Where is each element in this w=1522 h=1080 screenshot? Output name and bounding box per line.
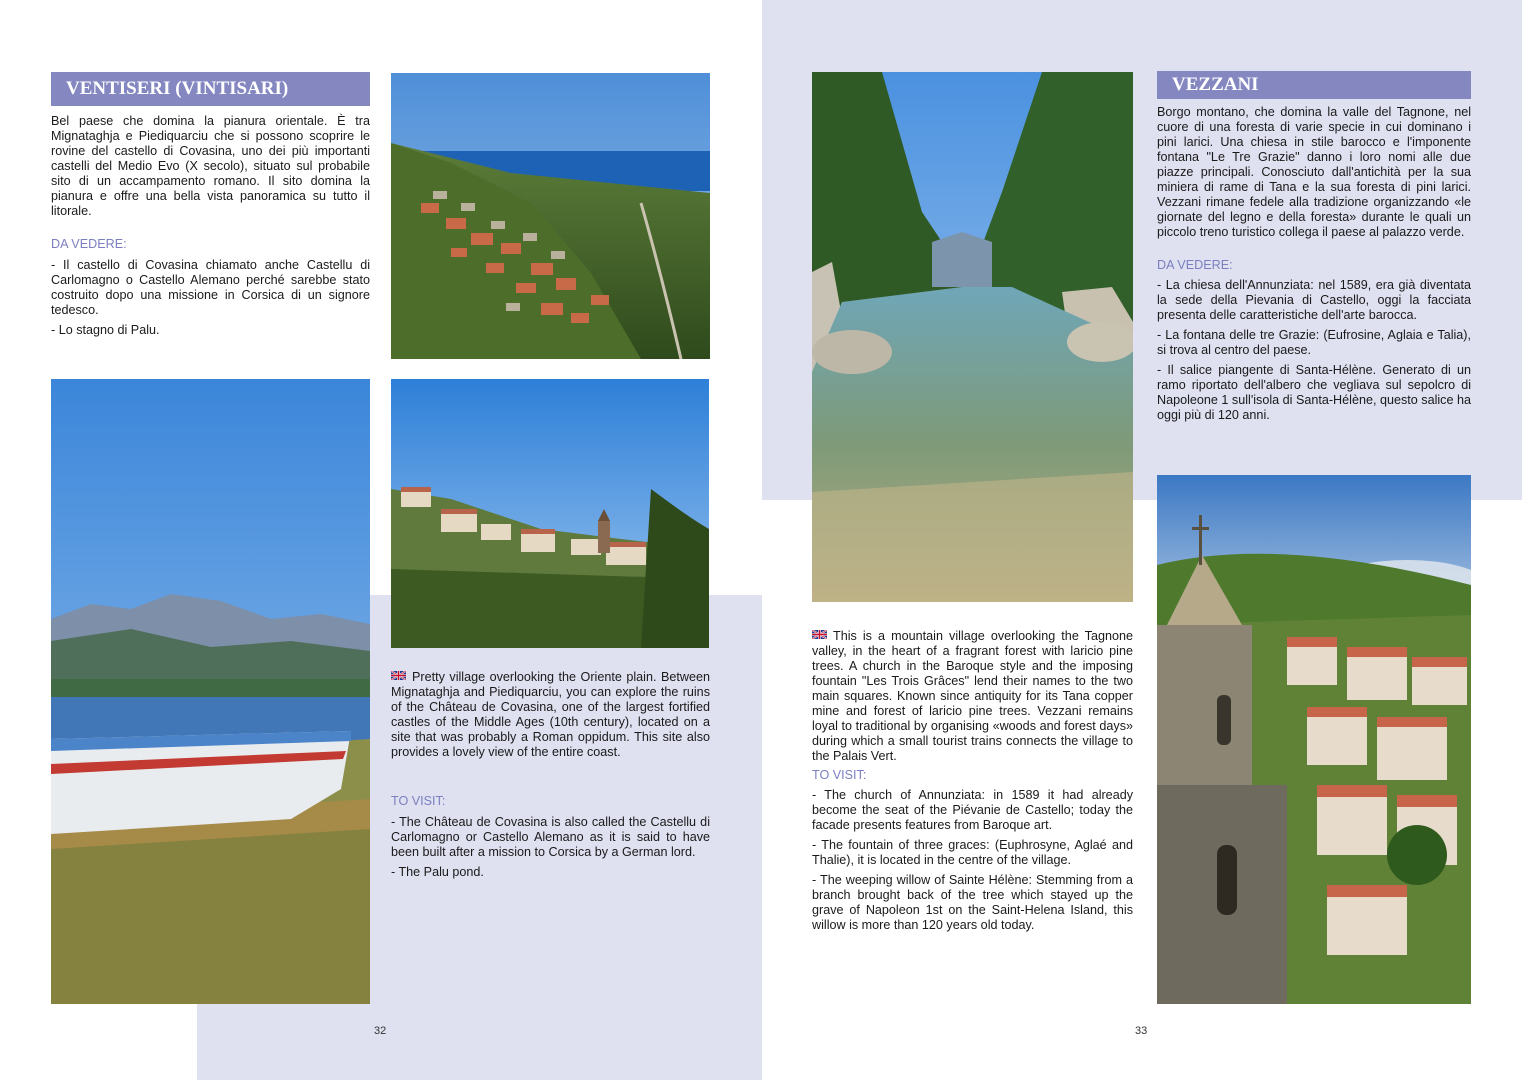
list-item: - Il salice piangente di Santa-Hélène. Generato di un ramo riportato dell'albero che vegliava sul sepolcro di Napoleone 1 sull'isola di Santa-Hélène, questo salice ha oggi più di 120 anni. [1157, 363, 1471, 422]
vezzani-en-list [812, 788, 1133, 938]
bell-tower-village-photo [1157, 475, 1471, 1004]
ventiseri-it-heading: DA VEDERE: [51, 237, 127, 251]
page-number-right: 33 [1135, 1025, 1148, 1037]
river-photo [812, 72, 1133, 602]
vezzani-en-heading: TO VISIT: [812, 768, 867, 782]
list-item: - The weeping willow of Sainte Hélène: Stemming from a branch brought back of the tree which stayed up the grave of Napoleon 1st on the Saint-Helena Island, this willow is more than 120 years old today. [812, 873, 1133, 932]
ventiseri-en-list [391, 815, 710, 885]
list-item: - La chiesa dell'Annunziata: nel 1589, era già diventata la sede della Pievania di Castello, oggi la facciata presenta delle caratteristiche dell'arte barocca. [1157, 278, 1471, 322]
list-item: - The church of Annunziata: in 1589 it had already become the seat of the Piévanie de Castello; today the facade presents features from Baroque art. [812, 788, 1133, 832]
list-item: - The fountain of three graces: (Euphrosyne, Aglaé and Thalie), it is located in the centre of the village. [812, 838, 1133, 867]
ventiseri-it-text [51, 114, 370, 224]
page-number-left: 32 [374, 1025, 387, 1037]
aerial-village-photo [391, 73, 710, 359]
list-item: - The Château de Covasina is also called the Castellu di Carlomagno or Castello Alemano as it is said to have been built after a mission to Corsica by a German lord. [391, 815, 710, 859]
vezzani-it-text [1157, 105, 1471, 245]
list-item: - The Palu pond. [391, 865, 484, 879]
boat-lake-photo [51, 379, 370, 1004]
ventiseri-title: VENTISERI (VINTISARI) [51, 72, 370, 106]
vezzani-it-paragraph: Borgo montano, che domina la valle del Tagnone, nel cuore di una foresta di varie specie in cui dominano i pini larici. Una chiesa in stile barocco e l'imponente fontana "Le Tre Grazie" danno i loro nomi alle due piazze principali. Conosciuto dall'antichità per la sua miniera di rame di Tana e la sua foresta di pini larici. Vezzani rimane fedele alla tradizione organizzando «le giornate del legno e della foresta» durante le quali un piccolo treno turistico collega il paese al palazzo verde. [1157, 105, 1471, 239]
ventiseri-en-text [391, 670, 710, 765]
uk-flag-icon [391, 671, 406, 680]
ventiseri-it-list [51, 258, 370, 343]
uk-flag-icon [812, 630, 827, 639]
vezzani-en-paragraph: This is a mountain village overlooking the Tagnone valley, in the heart of a fragrant forest with laricio pine trees. A church in the Baroque style and the imposing fountain "Les Trois Grâces" lend their names to the two main squares. Known since antiquity for its Tana copper mine and forest of laricio pine trees. Vezzani remains loyal to traditional by organising «woods and forest days» during which a small tourist trains connects the village to the Palais Vert. [812, 629, 1133, 763]
hillside-village-photo [391, 379, 709, 648]
ventiseri-it-paragraph: Bel paese che domina la pianura orientale. È tra Mignataghja e Piediquarciu che si possono scoprire le rovine del castello di Covasina, uno dei più importanti castelli del Medio Evo (X secolo), situato sul probabile sito di un accampamento romano. Il sito domina la pianura e offre una bella vista panoramica su tutto il litorale. [51, 114, 370, 218]
vezzani-title: VEZZANI [1157, 71, 1471, 99]
vezzani-it-heading: DA VEDERE: [1157, 258, 1233, 272]
vezzani-en-text [812, 629, 1133, 769]
list-item: - La fontana delle tre Grazie: (Eufrosine, Aglaia e Talia), si trova al centro del paese. [1157, 328, 1471, 357]
ventiseri-en-paragraph: Pretty village overlooking the Oriente plain. Between Mignataghja and Piediquarciu, you can explore the ruins of the Château de Covasina, one of the largest fortified castles of the Middle Ages (10th century), located on a site that was probably a Roman oppidum. This site also provides a lovely view of the entire coast. [391, 670, 710, 759]
list-item: - Il castello di Covasina chiamato anche Castellu di Carlomagno o Castello Alemano perché sarebbe stato costruito dopo una missione in Corsica di un signore tedesco. [51, 258, 370, 317]
vezzani-it-list [1157, 278, 1471, 428]
list-item: - Lo stagno di Palu. [51, 323, 160, 337]
ventiseri-en-heading: TO VISIT: [391, 794, 446, 808]
